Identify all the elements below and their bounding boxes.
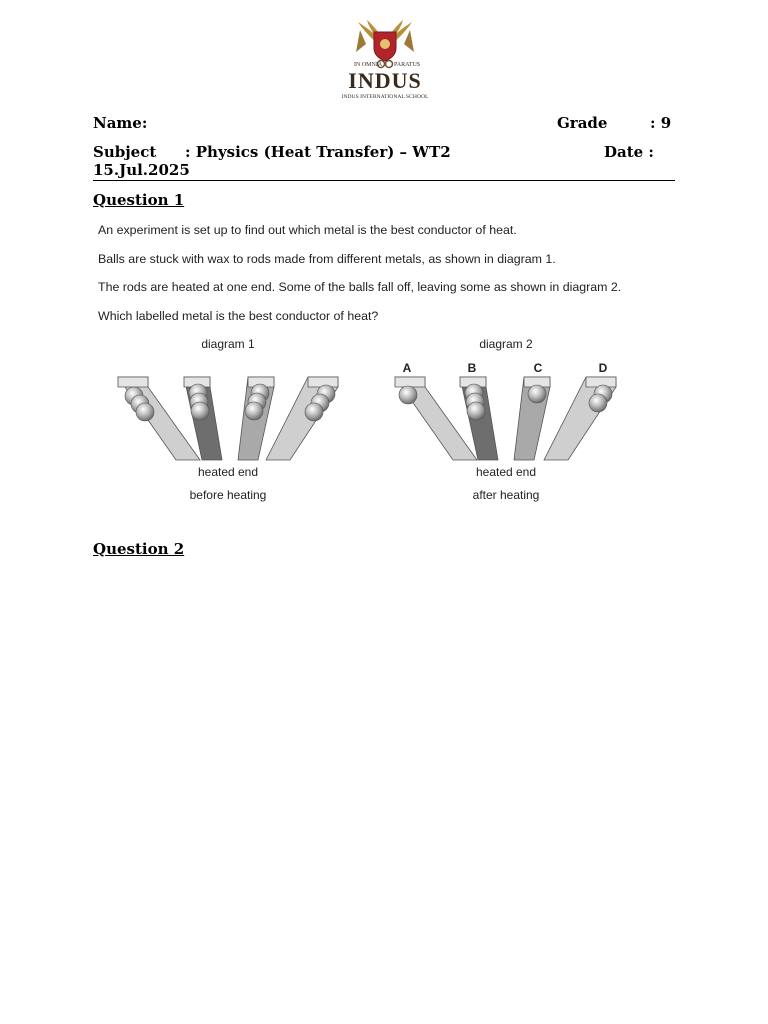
date-value: 15.Jul.2025 <box>93 161 190 179</box>
wax-ball <box>305 403 323 421</box>
question-1-line: An experiment is set up to find out which metal is the best conductor of heat. <box>98 223 517 237</box>
conduction-diagrams <box>100 330 660 510</box>
crest-school-name: INDUS <box>348 68 422 93</box>
diagram-2-title: diagram 2 <box>479 337 533 351</box>
diagram-1-caption: before heating <box>189 488 267 502</box>
rod-label-c: C <box>533 361 543 375</box>
diagram-1-title: diagram 1 <box>201 337 255 351</box>
question-1-title: Question 1 <box>93 191 185 209</box>
rod-label-a: A <box>402 361 412 375</box>
crest-school-full: INDUS INTERNATIONAL SCHOOL <box>341 94 429 100</box>
wax-ball <box>589 394 607 412</box>
header-divider <box>93 180 675 181</box>
grade-label: Grade <box>557 114 608 132</box>
wax-ball <box>136 403 154 421</box>
question-1-line: The rods are heated at one end. Some of the balls fall off, leaving some as shown in diagram 2. <box>98 280 622 294</box>
grade-value: : 9 <box>650 114 672 132</box>
question-1-line: Which labelled metal is the best conductor of heat? <box>98 309 379 323</box>
diagram-1-heated-label: heated end <box>197 465 259 479</box>
crest-motto-right: PARATUS <box>394 62 421 68</box>
name-label: Name: <box>93 114 148 132</box>
rod-label-d: D <box>598 361 608 375</box>
rod-label-b: B <box>467 361 477 375</box>
rod-a-top-face <box>395 377 425 387</box>
crest-motto-left: IN OMNIA <box>354 62 383 68</box>
subject-label: Subject <box>93 143 157 161</box>
diagram-2-heated-label: heated end <box>475 465 537 479</box>
wax-ball <box>467 402 485 420</box>
rod-1-top-face <box>118 377 148 387</box>
wax-ball <box>399 386 417 404</box>
question-2-title: Question 2 <box>93 540 185 558</box>
subject-value: : Physics (Heat Transfer) – WT2 <box>185 143 451 161</box>
question-1-line: Balls are stuck with wax to rods made from different metals, as shown in diagram 1. <box>98 252 556 266</box>
wax-ball <box>191 402 209 420</box>
wax-ball <box>245 402 263 420</box>
school-crest-logo <box>330 18 440 102</box>
wax-ball <box>528 385 546 403</box>
diagram-2-caption: after heating <box>472 488 540 502</box>
date-label: Date : <box>604 143 654 161</box>
